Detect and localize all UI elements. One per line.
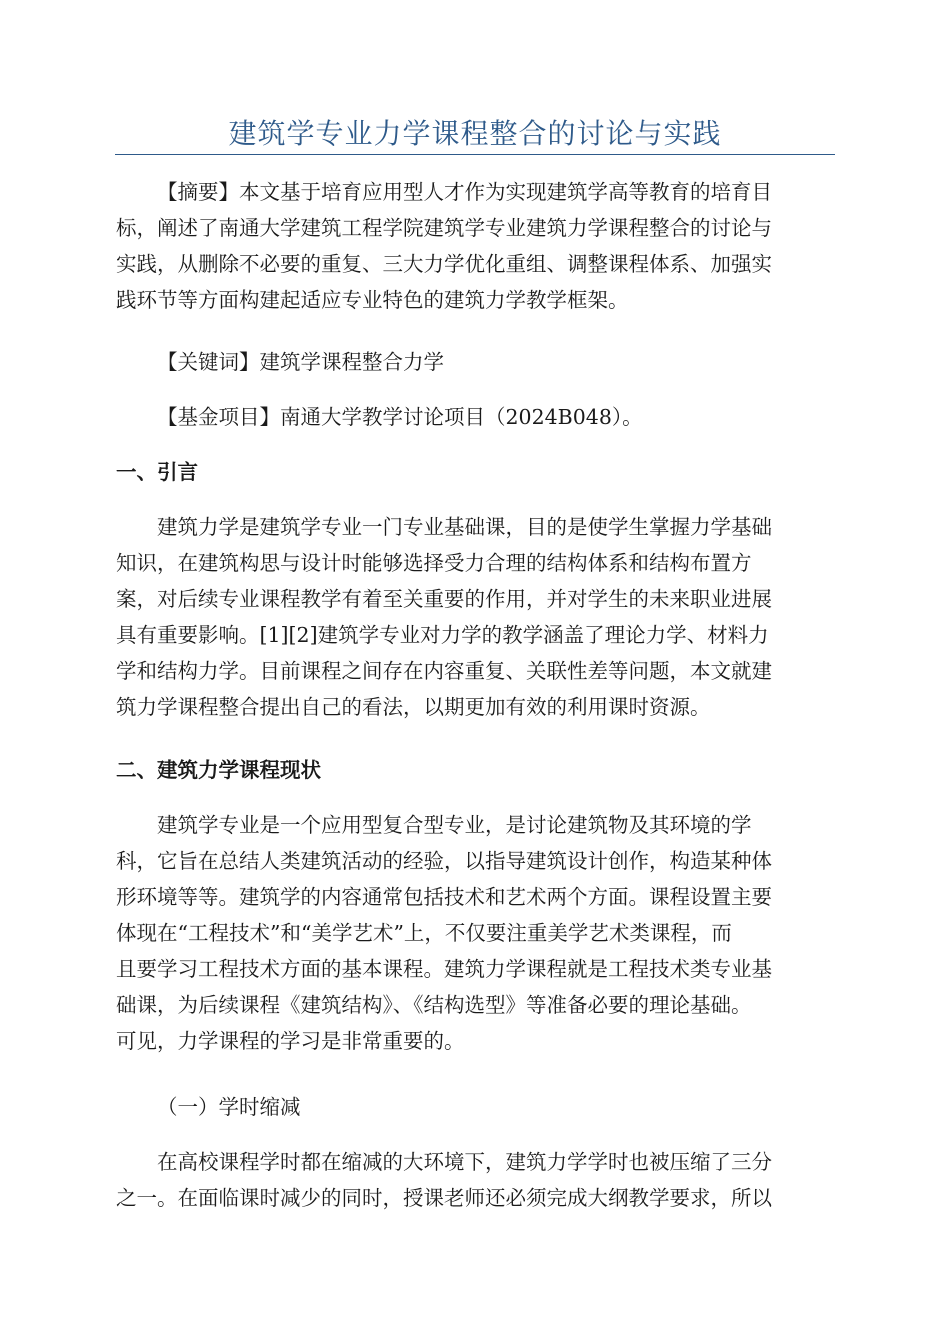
paragraph-line: 建筑学专业是一个应用型复合型专业，是讨论建筑物及其环境的学 — [157, 813, 752, 837]
keywords-text: 【关键词】建筑学课程整合力学 — [157, 350, 444, 374]
section-heading-status: 二、建筑力学课程现状 — [116, 758, 321, 782]
hours-paragraph — [116, 1144, 834, 1216]
title-underline — [115, 154, 835, 155]
paragraph-line: 且要学习工程技术方面的基本课程。建筑力学课程就是工程技术类专业基 — [116, 957, 772, 981]
abstract-line: 实践，从删除不必要的重复、三大力学优化重组、调整课程体系、加强实 — [116, 252, 772, 276]
fund-text: 【基金项目】南通大学教学讨论项目（2024B048）。 — [157, 405, 643, 429]
abstract-line: 标，阐述了南通大学建筑工程学院建筑学专业建筑力学课程整合的讨论与 — [116, 216, 772, 240]
introduction-paragraph — [116, 509, 834, 725]
abstract-paragraph — [116, 174, 834, 318]
abstract-line: 践环节等方面构建起适应专业特色的建筑力学教学框架。 — [116, 288, 629, 312]
paragraph-line: 可见，力学课程的学习是非常重要的。 — [116, 1029, 465, 1053]
paragraph-line: 在高校课程学时都在缩减的大环境下，建筑力学学时也被压缩了三分 — [157, 1150, 772, 1174]
paragraph-line: 筑力学课程整合提出自己的看法，以期更加有效的利用课时资源。 — [116, 695, 711, 719]
status-paragraph — [116, 807, 834, 1059]
paragraph-line: 具有重要影响。[1][2]建筑学专业对力学的教学涵盖了理论力学、材料力 — [116, 623, 769, 647]
paragraph-line: 形环境等等。建筑学的内容通常包括技术和艺术两个方面。课程设置主要 — [116, 885, 772, 909]
subsection-heading-hours: （一）学时缩减 — [157, 1095, 301, 1119]
paragraph-line: 础课，为后续课程《建筑结构》、《结构选型》等准备必要的理论基础。 — [116, 993, 752, 1017]
paragraph-line: 知识，在建筑构思与设计时能够选择受力合理的结构体系和结构布置方 — [116, 551, 752, 575]
paragraph-line: 科，它旨在总结人类建筑活动的经验，以指导建筑设计创作，构造某种体 — [116, 849, 772, 873]
fund-line — [116, 399, 834, 435]
document-title: 建筑学专业力学课程整合的讨论与实践 — [228, 117, 722, 150]
paragraph-line: 体现在“工程技术”和“美学艺术”上，不仅要注重美学艺术类课程，而 — [116, 921, 732, 945]
section-heading-introduction: 一、引言 — [116, 460, 198, 484]
keywords-line — [116, 344, 834, 380]
paragraph-line: 学和结构力学。目前课程之间存在内容重复、关联性差等问题，本文就建 — [116, 659, 772, 683]
paragraph-line: 之一。在面临课时减少的同时，授课老师还必须完成大纲教学要求，所以 — [116, 1186, 772, 1210]
abstract-line: 【摘要】本文基于培育应用型人才作为实现建筑学高等教育的培育目 — [157, 180, 772, 204]
paragraph-line: 案，对后续专业课程教学有着至关重要的作用，并对学生的未来职业进展 — [116, 587, 772, 611]
paragraph-line: 建筑力学是建筑学专业一门专业基础课，目的是使学生掌握力学基础 — [157, 515, 772, 539]
